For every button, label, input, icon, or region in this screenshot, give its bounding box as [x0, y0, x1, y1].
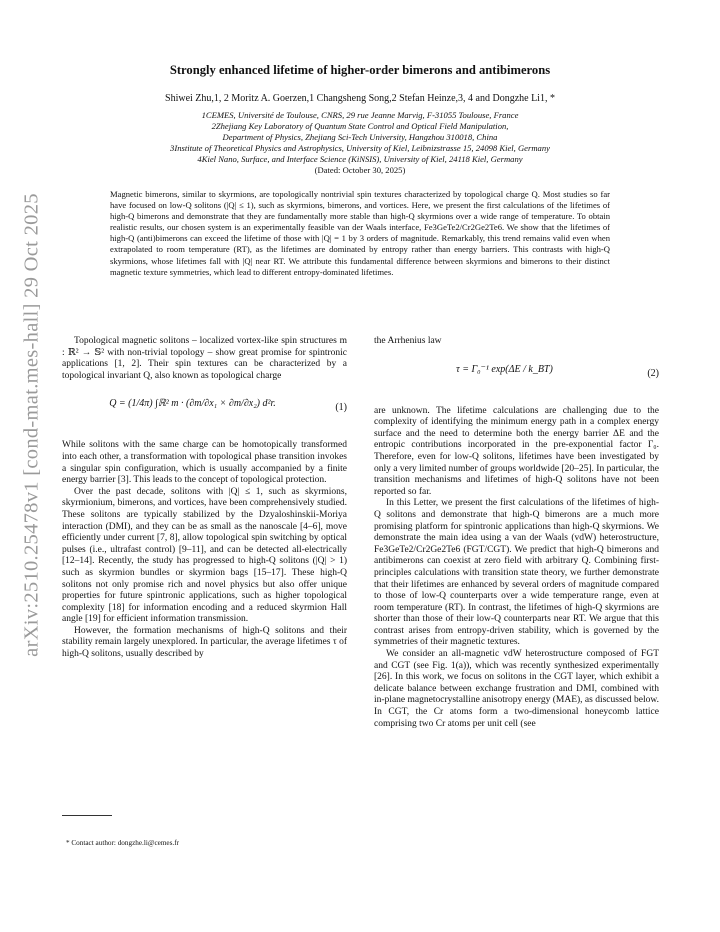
affiliation-2-dept: Department of Physics, Zhejiang Sci-Tech University, Hangzhou 310018, China: [222, 132, 498, 143]
paragraph: Over the past decade, solitons with |Q| ≤ 1, such as skyrmions, skyrmionium, bimerons, and vortices, have been comprehensively studied. These solitons are typically stabilized by the Dzyaloshinskii-Moriya interaction (DMI), and they can be as small as the nanoscale [4–6], move efficiently under current [7, 8], allow topological spin switching by optical pulses (i.e., ultrafast control) [9–11], and can be detected all-electrically [12–14]. Recently, the study has progressed to high-Q solitons (|Q| > 1) such as skyrmion bundles or skyrmion bags [15–17]. These high-Q solitons not only promise rich and novel physics but also offer unique properties for future spintronic applications, such as higher topological complexity [18] for information encoding and a reduced skyrmion Hall angle [19] for efficient information transmission.: [62, 486, 347, 625]
paragraph: We consider an all-magnetic vdW heterostructure composed of FGT and CGT (see Fig. 1(a)), which was recently synthesized experimentally [26]. In this work, we focus on solitons in the CGT layer, which exhibit a delicate balance between exchange frustration and DMI, combined with in-plane magnetocrystalline anisotropy energy (MAE), as discussed below. In CGT, the Cr atoms form a two-dimensional honeycomb lattice comprising two Cr atoms per unit cell (see: [374, 649, 659, 729]
paragraph: the Arrhenius law: [374, 336, 442, 346]
right-column: [374, 336, 659, 730]
affiliation-2: 2Zhejiang Key Laboratory of Quantum State Control and Optical Field Manipulation,: [211, 121, 509, 132]
affiliation-4: 4Kiel Nano, Surface, and Interface Science (KiNSIS), University of Kiel, 24118 Kiel, Germany: [197, 154, 523, 165]
footnote-rule: [62, 815, 112, 816]
equation-2-body: τ = Γ₀⁻¹ exp(ΔE / k_BT): [456, 363, 553, 375]
arxiv-sidebar-identifier: [16, 193, 48, 657]
equation-2: [374, 354, 659, 398]
paragraph: Topological magnetic solitons – localized vortex-like spin structures m : ℝ² → 𝕊² with non-trivial topology – show great promise for spintronic applications [1, 2]. Their spin textures can be characterized by a topological invariant Q, also known as topological charge: [62, 336, 347, 381]
equation-1: [62, 388, 347, 432]
paragraph: In this Letter, we present the first calculations of the lifetimes of high-Q solitons and demonstrate that high-Q bimerons are a much more promising platform for spintronic applications than high-Q skyrmions. We demonstrate the main idea using a van der Waals (vdW) heterostructure, Fe3GeTe2/Cr2Ge2Te6 (FGT/CGT). We predict that high-Q bimerons and antibimerons can coexist at zero field with arbitrary Q. Combining first-principles calculations with transition state theory, we further demonstrate that their lifetimes are enhanced by several orders of magnitude compared to those of low-Q counterparts over a wide temperature range, even at room temperature (RT). In contrast, the lifetimes of high-Q skyrmions are shorter than those of their low-Q counterparts near RT. We argue that this contrast arises from entropy-driven stability, which is governed by the symmetries of their magnetic textures.: [374, 498, 659, 648]
affiliation-1: 1CEMES, Université de Toulouse, CNRS, 29 rue Jeanne Marvig, F-31055 Toulouse, France: [201, 110, 519, 120]
paragraph: While solitons with the same charge can be homotopically transformed into each other, a transformation with topological phase transition invokes a singular spin configuration, which is usually accompanied by a finite energy barrier [3]. This leads to the concept of topological protection.: [62, 440, 347, 486]
equation-1-number: (1): [335, 402, 347, 414]
equation-1-body: Q = (1/4π) ∫ℝ² m · (∂m/∂x₁ × ∂m/∂x₂) d²r.: [109, 398, 276, 410]
paper-title: Strongly enhanced lifetime of higher-order bimerons and antibimerons: [169, 63, 551, 77]
contact-footnote: * Contact author: dongzhe.li@cemes.fr: [66, 839, 179, 847]
paragraph: are unknown. The lifetime calculations are challenging due to the complexity of identifying the minimum energy path in a complex energy surface and the need to determine both the energy barrier ΔE and the entropic contributions incorporated in the pre-exponential factor Γ₀. Therefore, even for low-Q solitons, lifetimes have been investigated by only a very limited number of groups worldwide [20–25]. In particular, the transition mechanisms and lifetimes of high-Q solitons have not been reported so far.: [374, 405, 659, 497]
dated-line: (Dated: October 30, 2025): [314, 165, 406, 176]
arxiv-id-text: arXiv:2510.25478v1 [cond-mat.mes-hall] 29 Oct 2025: [20, 193, 43, 657]
equation-2-number: (2): [647, 367, 659, 379]
author-list: Shiwei Zhu,1, 2 Moritz A. Goerzen,1 Changsheng Song,2 Stefan Heinze,3, 4 and Dongzhe Li1, *: [165, 93, 555, 104]
affiliation-3: 3Institute of Theoretical Physics and Astrophysics, University of Kiel, Leibnizstrasse 15, 24098 Kiel, Germany: [170, 143, 550, 154]
left-column: [62, 336, 347, 661]
paragraph: However, the formation mechanisms of high-Q solitons and their stability remain largely unexplored. In particular, the average lifetimes τ of high-Q solitons, usually described by: [62, 625, 347, 660]
affiliations: [60, 110, 660, 177]
abstract: Magnetic bimerons, similar to skyrmions, are topologically nontrivial spin textures characterized by topological charge Q. Most studies so far have focused on low-Q solitons (|Q| ≤ 1), such as skyrmions, bimerons, and vortices. Here, we present the first calculations of the lifetimes of high-Q bimerons and demonstrate that they are fundamentally more stable than high-Q skyrmions over a wide range of temperature. To obtain realistic results, our chosen system is an experimentally feasible van der Waals interface, Fe3GeTe2/Cr2Ge2Te6. We show that the lifetimes of high-Q (anti)bimerons can exceed the lifetime of those with |Q| = 1 by 3 orders of magnitude. Remarkably, this trend remains valid even when extrapolated to room temperature (RT), as the lifetimes are dominated by entropy rather than energy barriers. This contrasts with high-Q skyrmions, whose lifetimes fall with |Q| near RT. We attribute this fundamental difference between skyrmions and bimerons to their distinct magnetic texture symmetries, which lead to different entropy-dominated lifetimes.: [110, 189, 610, 277]
